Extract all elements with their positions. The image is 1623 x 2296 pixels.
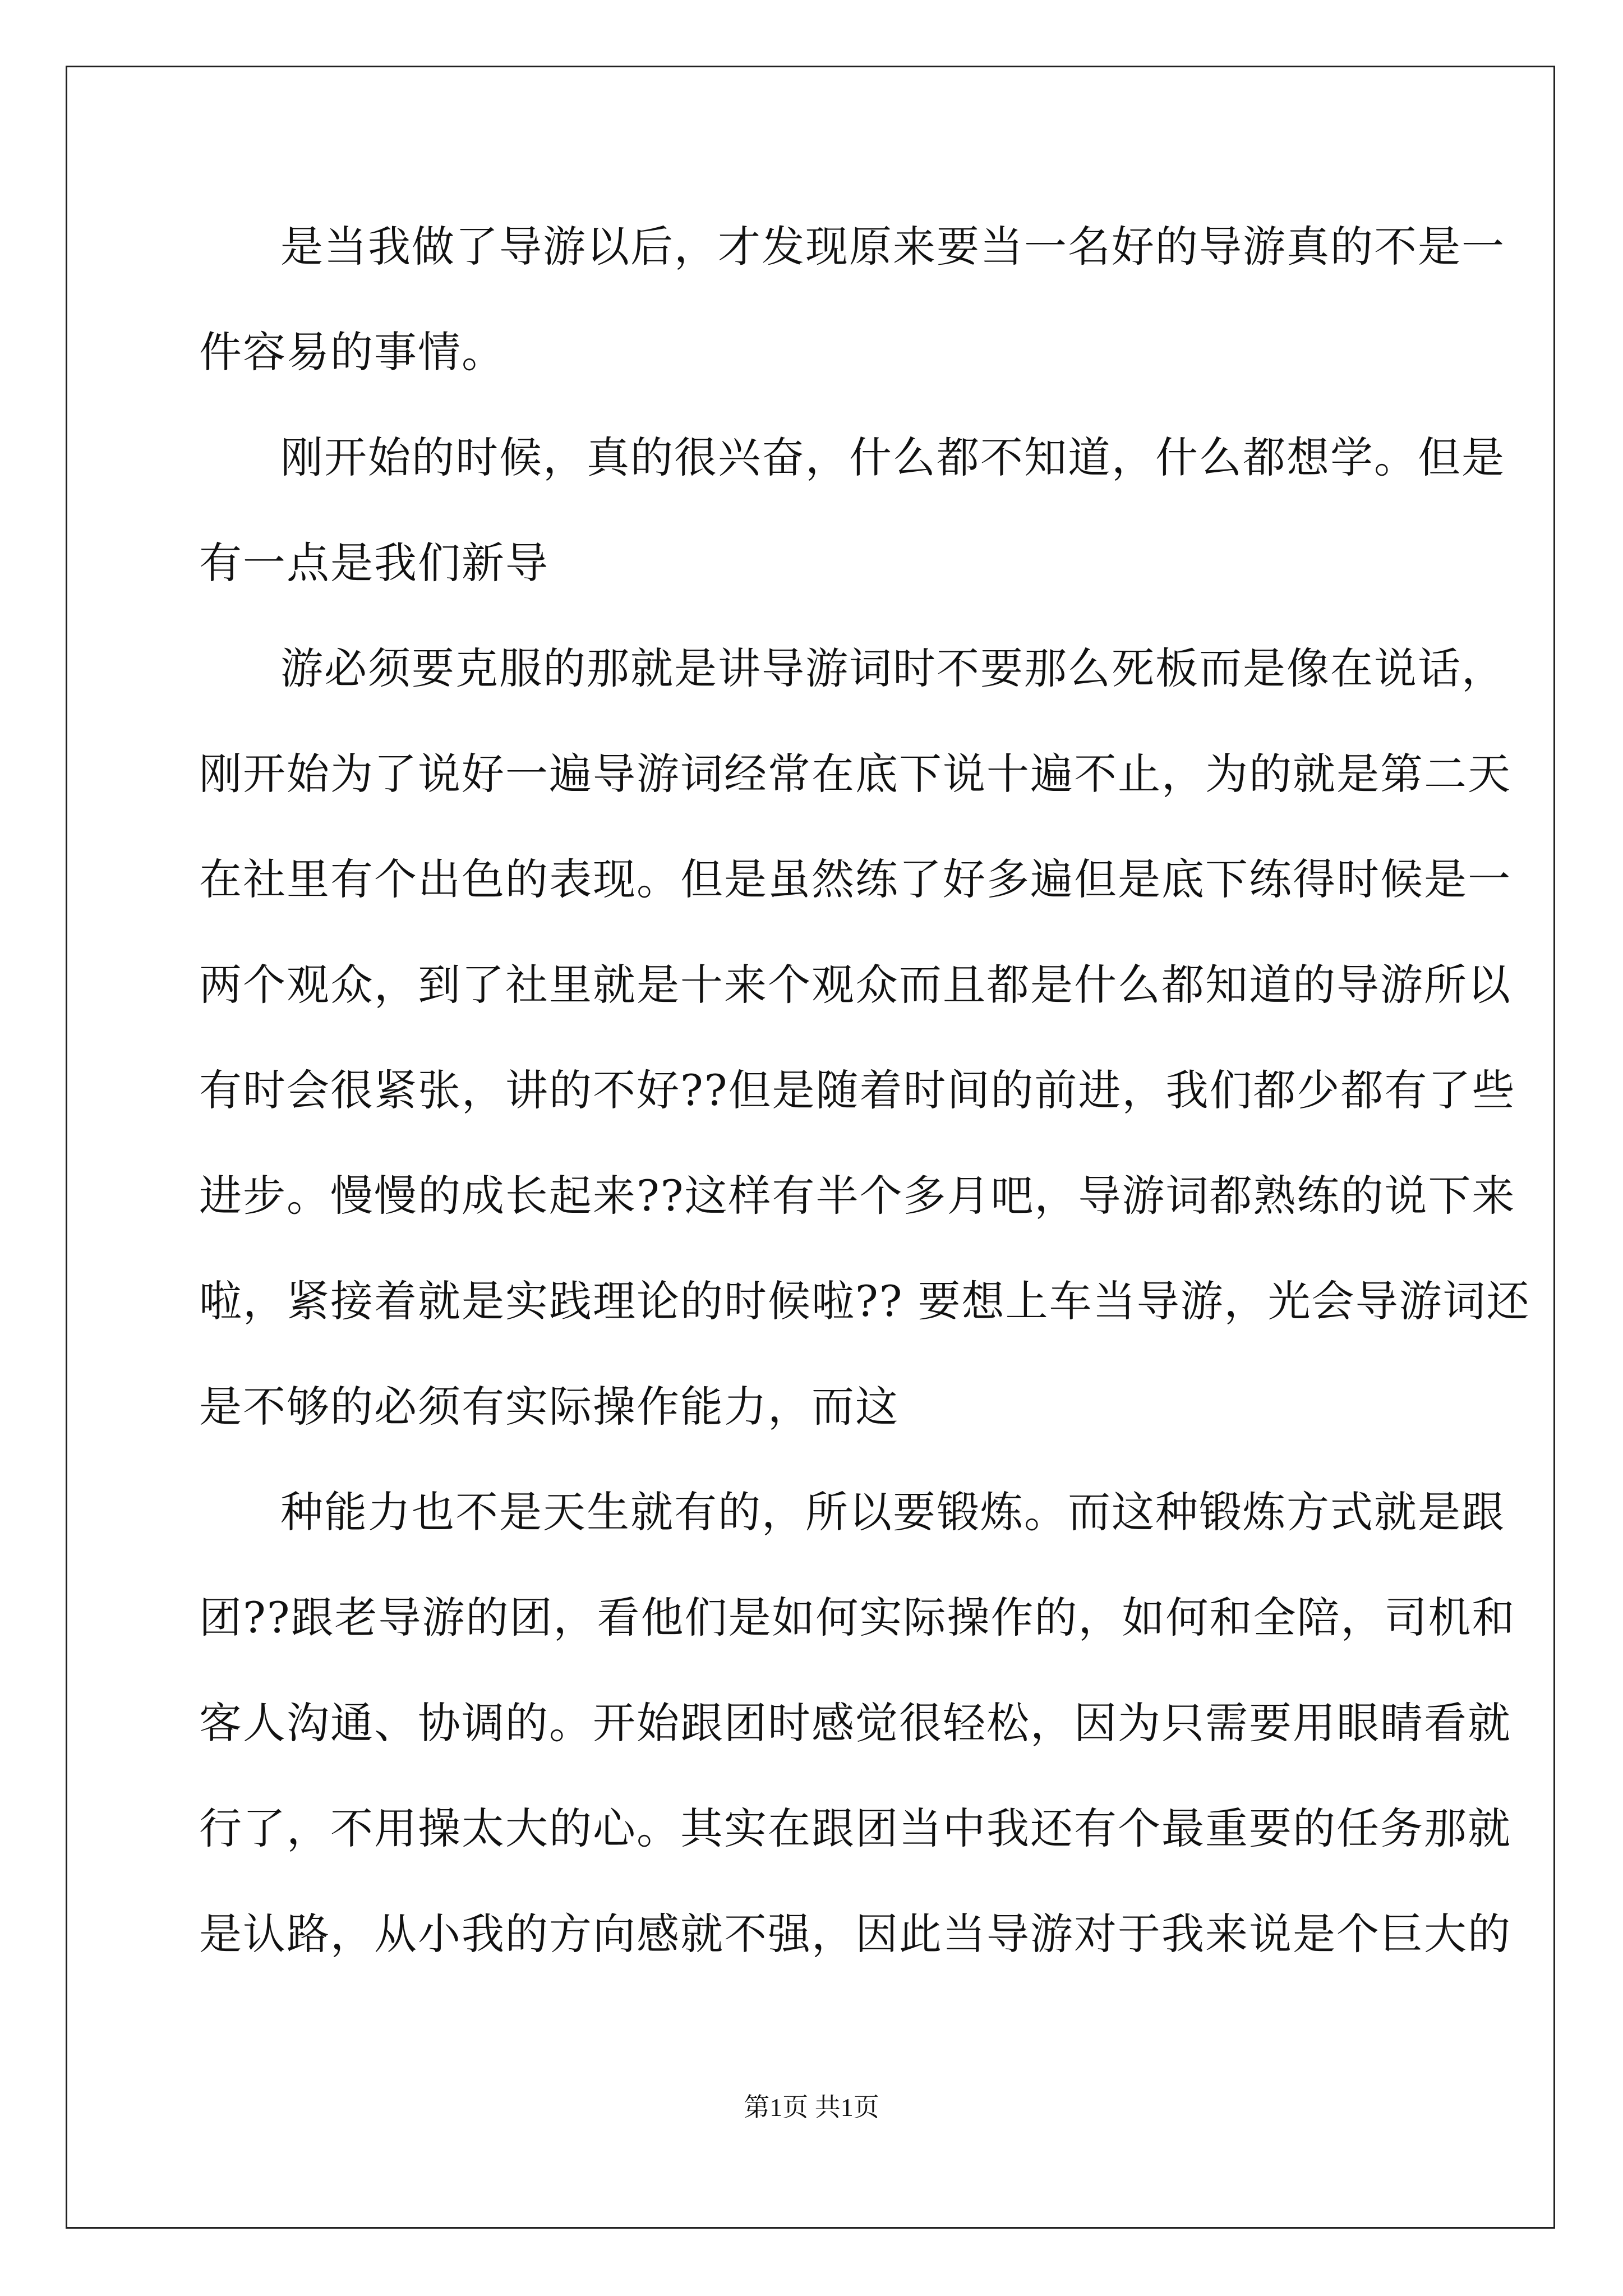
page-footer: 第1页 共1页 (744, 2093, 879, 2122)
text-line: 啦，紧接着就是实践理论的时候啦?? 要想上车当导游，光会导游词还 (199, 1276, 1530, 1326)
text-line: 种能力也不是天生就有的，所以要锻炼。而这种锻炼方式就是跟 (280, 1487, 1505, 1537)
text-line: 刚开始的时候，真的很兴奋，什么都不知道，什么都想学。但是 (280, 432, 1505, 482)
text-line: 有一点是我们新导 (199, 538, 549, 588)
text-line: 有时会很紧张，讲的不好??但是随着时间的前进，我们都少都有了些 (199, 1065, 1516, 1115)
text-line: 行了，不用操太大的心。其实在跟团当中我还有个最重要的任务那就 (199, 1803, 1511, 1853)
text-line: 在社里有个出色的表现。但是虽然练了好多遍但是底下练得时候是一 (199, 854, 1511, 904)
text-line: 团??跟老导游的团，看他们是如何实际操作的，如何和全陪，司机和 (199, 1593, 1516, 1642)
text-line: 是不够的必须有实际操作能力，而这 (199, 1382, 899, 1432)
text-line: 进步。慢慢的成长起来??这样有半个多月吧，导游词都熟练的说下来 (199, 1171, 1516, 1221)
text-line: 是当我做了导游以后，才发现原来要当一名好的导游真的不是一 (280, 222, 1505, 272)
text-line: 游必须要克服的那就是讲导游词时不要那么死板而是像在说话， (280, 643, 1505, 693)
text-line: 是认路，从小我的方向感就不强，因此当导游对于我来说是个巨大的 (199, 1909, 1511, 1959)
text-line: 件容易的事情。 (199, 327, 505, 377)
text-line: 客人沟通、协调的。开始跟团时感觉很轻松，因为只需要用眼睛看就 (199, 1698, 1511, 1748)
text-line: 两个观众，到了社里就是十来个观众而且都是什么都知道的导游所以 (199, 960, 1511, 1010)
text-line: 刚开始为了说好一遍导游词经常在底下说十遍不止，为的就是第二天 (199, 749, 1511, 799)
